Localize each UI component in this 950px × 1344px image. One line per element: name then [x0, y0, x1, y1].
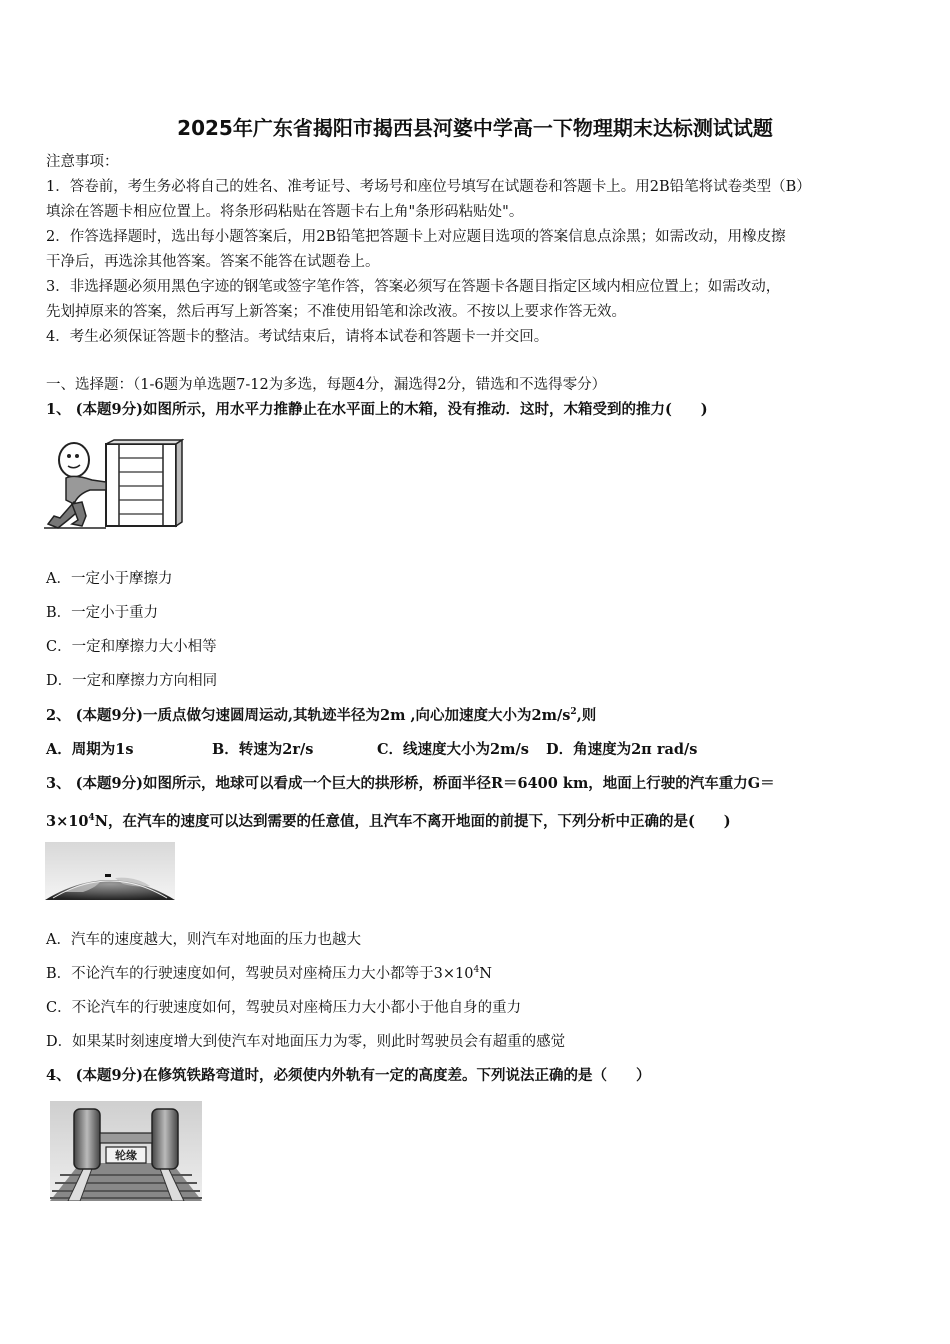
question-3-stem-tail: N，在汽车的速度可以达到需要的任意值，且汽车不离开地面的前提下，下列分析中正确的是( ) [94, 813, 731, 830]
question-1-option-a: A．一定小于摩擦力 [46, 571, 173, 587]
question-2-option-a: A．周期为1s [46, 741, 134, 758]
question-3-option-b [46, 964, 492, 984]
question-2-stem-tail: ,则 [576, 707, 597, 724]
notice-line: 1．答卷前，考生务必将自己的姓名、准考证号、考场号和座位号填写在试题卷和答题卡上。用2B铅笔将试卷类型（B） [46, 179, 811, 195]
question-2-option-b: B．转速为2r/s [212, 741, 314, 758]
question-3-option-a: A．汽车的速度越大，则汽车对地面的压力也越大 [46, 932, 361, 948]
question-3-stem-line-2 [46, 812, 731, 832]
question-1-stem: 1、 (本题9分)如图所示，用水平力推静止在水平面上的木箱，没有推动．这时，木箱受到的推力( ) [46, 401, 708, 418]
section-heading: 一、选择题：（1-6题为单选题7-12为多选，每题4分，漏选得2分，错选和不选得零分） [46, 377, 607, 393]
question-3-stem-superscript: 4 [88, 813, 95, 824]
train-wheel-rail-figure [50, 1101, 202, 1201]
question-3-option-b-superscript: 4 [473, 965, 480, 976]
question-3-option-b-tail: N [479, 966, 492, 982]
notice-line: 3．非选择题必须用黑色字迹的钢笔或签字笔作答，答案必须写在答题卡各题目指定区域内相应位置上；如需改动， [46, 279, 781, 295]
question-3-stem-text: 3×10 [46, 813, 89, 830]
question-4-stem: 4、 (本题9分)在修筑铁路弯道时，必须使内外轨有一定的高度差。下列说法正确的是（ ） [46, 1067, 651, 1084]
page-title: 2025年广东省揭阳市揭西县河婆中学高一下物理期末达标测试试题 [177, 116, 773, 140]
question-2-option-c: C．线速度大小为2m/s [377, 741, 529, 758]
question-3-option-d: D．如果某时刻速度增大到使汽车对地面压力为零，则此时驾驶员会有超重的感觉 [46, 1034, 566, 1050]
question-3-option-c: C．不论汽车的行驶速度如何，驾驶员对座椅压力大小都小于他自身的重力 [46, 1000, 522, 1016]
question-1-option-d: D．一定和摩擦力方向相同 [46, 673, 218, 689]
question-3-stem-line-1: 3、 (本题9分)如图所示，地球可以看成一个巨大的拱形桥，桥面半径R＝6400 km，地面上行驶的汽车重力G＝ [46, 775, 775, 792]
earth-arch-bridge-figure [45, 842, 175, 900]
person-pushing-crate-figure [44, 438, 184, 533]
notice-line: 填涂在答题卡相应位置上。将条形码粘贴在答题卡右上角"条形码粘贴处"。 [46, 204, 524, 220]
notice-line: 干净后，再选涂其他答案。答案不能答在试题卷上。 [46, 254, 380, 270]
notice-heading: 注意事项： [46, 154, 119, 170]
question-1-option-b: B．一定小于重力 [46, 605, 159, 621]
question-2-stem-text: 2、 (本题9分)一质点做匀速圆周运动,其轨迹半径为2m ,向心加速度大小为2m/s [46, 707, 571, 724]
question-1-option-c: C．一定和摩擦力大小相等 [46, 639, 217, 655]
question-2-option-d: D．角速度为2π rad/s [546, 741, 698, 758]
notice-line: 2．作答选择题时，选出每小题答案后，用2B铅笔把答题卡上对应题目选项的答案信息点涂黑；如需改动，用橡皮擦 [46, 229, 786, 245]
question-3-option-b-text: B．不论汽车的行驶速度如何，驾驶员对座椅压力大小都等于3×10 [46, 966, 474, 982]
wheel-flange-label: 轮缘 [115, 1149, 137, 1162]
notice-line: 4．考生必须保证答题卡的整洁。考试结束后，请将本试卷和答题卡一并交回。 [46, 329, 549, 345]
question-2-stem [46, 706, 596, 726]
notice-line: 先划掉原来的答案，然后再写上新答案；不准使用铅笔和涂改液。不按以上要求作答无效。 [46, 304, 626, 320]
question-2-stem-superscript: 2 [570, 707, 577, 718]
